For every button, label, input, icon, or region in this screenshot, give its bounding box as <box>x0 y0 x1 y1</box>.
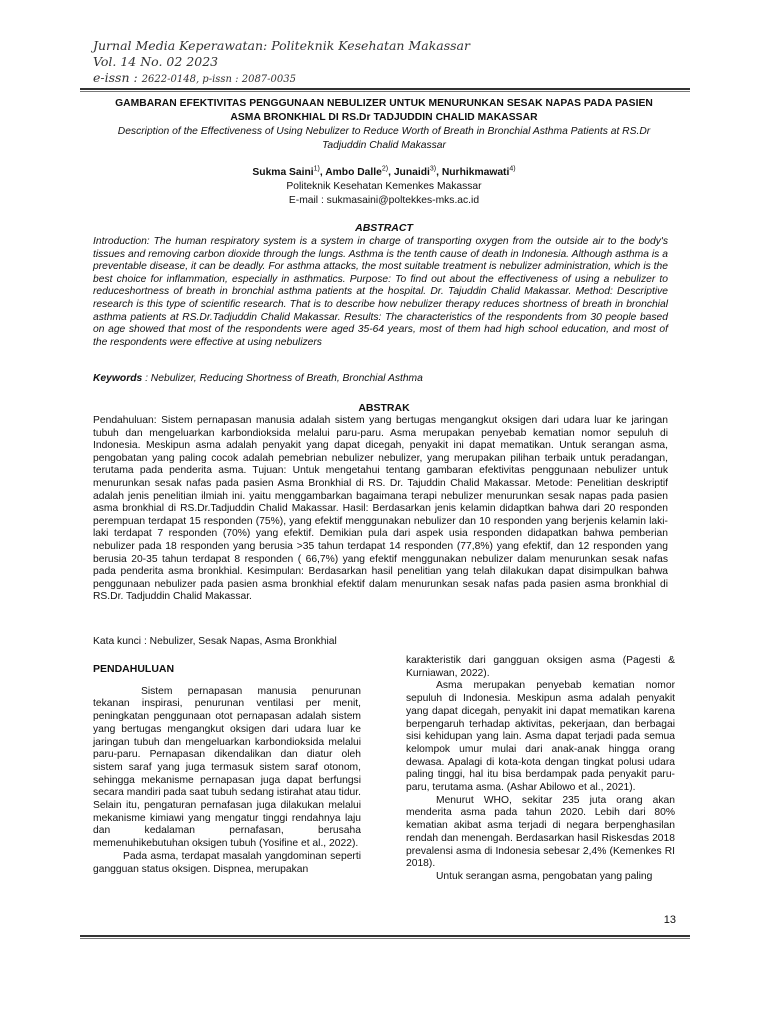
abstract-heading-english: ABSTRACT <box>355 222 413 234</box>
author-email: E-mail : sukmasaini@poltekkes-mks.ac.id <box>288 194 480 206</box>
abstract-indonesian: Pendahuluan: Sistem pernapasan manusia adalah sistem yang bertugas mengangkut oksigen dari udara luar ke jaringan tubuh dan mengeluarkan karbondioksida melalui paru-paru. Asma merupakan penyebab kematian nomor sepuluh di Indonesia. Meskipun asma adalah penyakit yang dapat dicegah, penyakit ini dapat mematikan. Untuk serangan asma, pengobatan yang paling cocok adalah pemebrian nebulizer nebulizer, yang merupakan pilihan terbaik untuk peradangan, terutama pada penderita asma. Tujuan: Untuk mengetahui tentang gambaran efektivitas penggunaan nebulizer untuk menurunkan sesak nafas pada pasien Asma Bronkhial di RS. Dr. Tajuddin Chalid Makassar. Metode: Penelitian deskriptif adalah jenis penelitian ilmiah ini. yaitu menggambarkan bagaimana terapi nebulizer menurunkan sesak napas pada pasien asma bronkhial di RS.Dr.Tadjuddin Chalid Makassar. Hasil: Berdasarkan jenis kelamin didaptkan bahwa dari 20 responden perempuan terdapat 15 responden (75%), yang efektif menggunakan nebulizer dan 10 responden yang berjenis kelamin laki-laki terdapat 7 responden (70%) yang efektif. Demikian pula dari aspek usia responden didapatkan bahwa pemberian nebulizer pada 18 responden yang berusia >35 tahun terdapat 14 responden (77,8%) yang efektif, dan 12 responden yang berusia 20-35 tahun terdapat 8 responden ( 66,7%) yang efektif menggunakan nebulizer dalam menurunkan sesak nafas pada penderita asma bronkhial. Kesimpulan: Berdasarkan hasil penelitian yang telah dilakukan dapat disimpulkan bahwa penggunaan nebulizer pada pasien asma bronkhial efektif dalam menurunkan sesak nafas pada pasien asma bronkhial di RS.Dr. Tadjuddin Chalid Makassar. <box>93 415 668 603</box>
author-4-affil-mark: 4) <box>509 165 516 173</box>
body-paragraph: Sistem pernapasan manusia penurunan tekanan inspirasi, penurunan ventilasi per menit, peningkatan penggunaan otot pernapasan adalah sistem yang bertugas mengangkut oksigen dari udara luar ke jaringan tubuh dan mengeluarkan karbondioksida melalui paru-paru. Pernapasan dikendalikan dan diatur oleh sistem saraf yang juga termasuk sistem saraf otonom, sehingga mekanisme pernapasan juga dapat berfungsi secara mandiri pada saat tubuh sedang istirahat atau tidur. Selain itu, pengaturan pernafasan juga dilakukan melalui mekanisme kimiawi yang mengatur tinggi rendahnya laju dan kedalaman pernafasan, berusaha memenuhikebutuhan oksigen tubuh (Yosifine et al., 2022). <box>93 685 361 850</box>
title-id-line-1: GAMBARAN EFEKTIVITAS PENGGUNAAN NEBULIZER UNTUK MENURUNKAN SESAK NAPAS PADA PASIEN <box>115 98 653 109</box>
footer-rule-thin <box>80 938 690 939</box>
author-3-affil-mark: 3) <box>429 165 437 173</box>
body-paragraph: Menurut WHO, sekitar 235 juta orang akan menderita asma pada tahun 2020. Lebih dari 80% kematian akibat asma terjadi di negara berpenghasilan rendah dan menengah. Berdasarkan hasil Riskesdas 2018 prevalensi asma di Indonesia sebesar 2,4% (Kemenkes RI 2018). <box>406 794 675 870</box>
body-column-left <box>93 663 361 876</box>
author-2-affil-mark: 2) <box>381 165 389 173</box>
journal-header <box>93 38 653 88</box>
paper-title-english <box>93 125 675 153</box>
author-3: , Junaidi <box>388 167 430 178</box>
author-1: Sukma Saini <box>252 167 314 178</box>
title-block <box>93 97 675 207</box>
keywords-label: Keywords <box>93 373 143 384</box>
affiliation: Politeknik Kesehatan Kemenkes Makassar <box>286 181 482 192</box>
body-column-right <box>406 655 675 884</box>
header-rule <box>80 88 690 90</box>
eissn-label: e-issn : <box>93 70 142 85</box>
author-2: , Ambo Dalle <box>319 167 382 178</box>
abstract-heading-indonesian: ABSTRAK <box>358 402 410 414</box>
paper-title-indonesian <box>93 97 675 124</box>
journal-name: Jurnal Media Keperawatan: Politeknik Kesehatan Makassar <box>93 38 470 53</box>
body-paragraph: Pada asma, terdapat masalah yangdominan seperti gangguan status oksigen. Dispnea, merupakan <box>93 850 361 875</box>
title-en-line-2: Tadjuddin Chalid Makassar <box>322 140 446 151</box>
title-id-line-2: ASMA BRONKHIAL DI RS.Dr TADJUDDIN CHALID MAKASSAR <box>230 111 538 123</box>
body-paragraph: Untuk serangan asma, pengobatan yang paling <box>436 870 653 882</box>
section-heading: PENDAHULUAN <box>93 663 175 675</box>
title-en-line-1: Description of the Effectiveness of Using Nebulizer to Reduce Worth of Breath in Bronchial Asthma Patients at RS.Dr <box>117 126 651 137</box>
issn-numbers: 2622-0148, p-issn : 2087-0035 <box>141 74 296 85</box>
body-paragraph: Asma merupakan penyebab kematian nomor sepuluh di Indonesia. Meskipun asma adalah penyakit yang dapat dicegah, penyakit ini dapat mematikan karena berpengaruh terhadap aktivitas, pekerjaan, dan berbagai sisi kehidupan yang lain. Asma dapat terjadi pada semua kelompok umur mulai dari anak-anak hingga orang dewasa. Apalagi di kota-kota dengan tingkat polusi udara paling tinggi, hal itu bisa berdampak pada penyakit paru-paru, terutama asma. (Ashar Abilowo et al., 2021). <box>406 680 675 794</box>
keywords-indonesian: Kata kunci : Nebulizer, Sesak Napas, Asma Bronkhial <box>93 636 337 647</box>
keywords-english <box>93 373 668 384</box>
author-4: , Nurhikmawati <box>436 167 510 178</box>
journal-volume: Vol. 14 No. 02 2023 <box>93 54 219 69</box>
footer-rule <box>80 935 690 937</box>
keywords-list: : Nebulizer, Reducing Shortness of Breath, Bronchial Asthma <box>142 373 423 384</box>
journal-issn <box>93 70 653 88</box>
author-1-affil-mark: 1) <box>313 165 320 173</box>
body-paragraph: karakteristik dari gangguan oksigen asma (Pagesti & Kurniawan, 2022). <box>406 655 675 679</box>
page-number: 13 <box>663 914 676 926</box>
abstract-english: Introduction: The human respiratory system is a system in charge of transporting oxygen from the outside air to the body's tissues and removing carbon dioxide through the lungs. Asthma is the tenth cause of death in Indonesia. Although asthma is a preventable disease, it can be deadly. For asthma attacks, the most suitable treatment is nebulizer administration, which is the best choice for inflammation, especially in asthmatics. Purpose: To find out about the effectiveness of using a nebulizer to reduceshortness of breath in bronchial asthma patients at the hospital. Dr. Tajuddin Chalid Makassar. Method: Descriptive research is this type of scientific research. That is to describe how nebulizer therapy reduces shortness of breath in bronchial asthma patients at RS.Dr.Tadjuddin Chalid Makassar. Results: The characteristics of the respondents from 30 people based on age showed that most of the respondents were aged 35-64 years, most of them had high school education, and most of the respondents were effective at using nebulizers <box>93 236 668 348</box>
author-list <box>93 166 675 180</box>
header-rule-thin <box>80 91 690 92</box>
